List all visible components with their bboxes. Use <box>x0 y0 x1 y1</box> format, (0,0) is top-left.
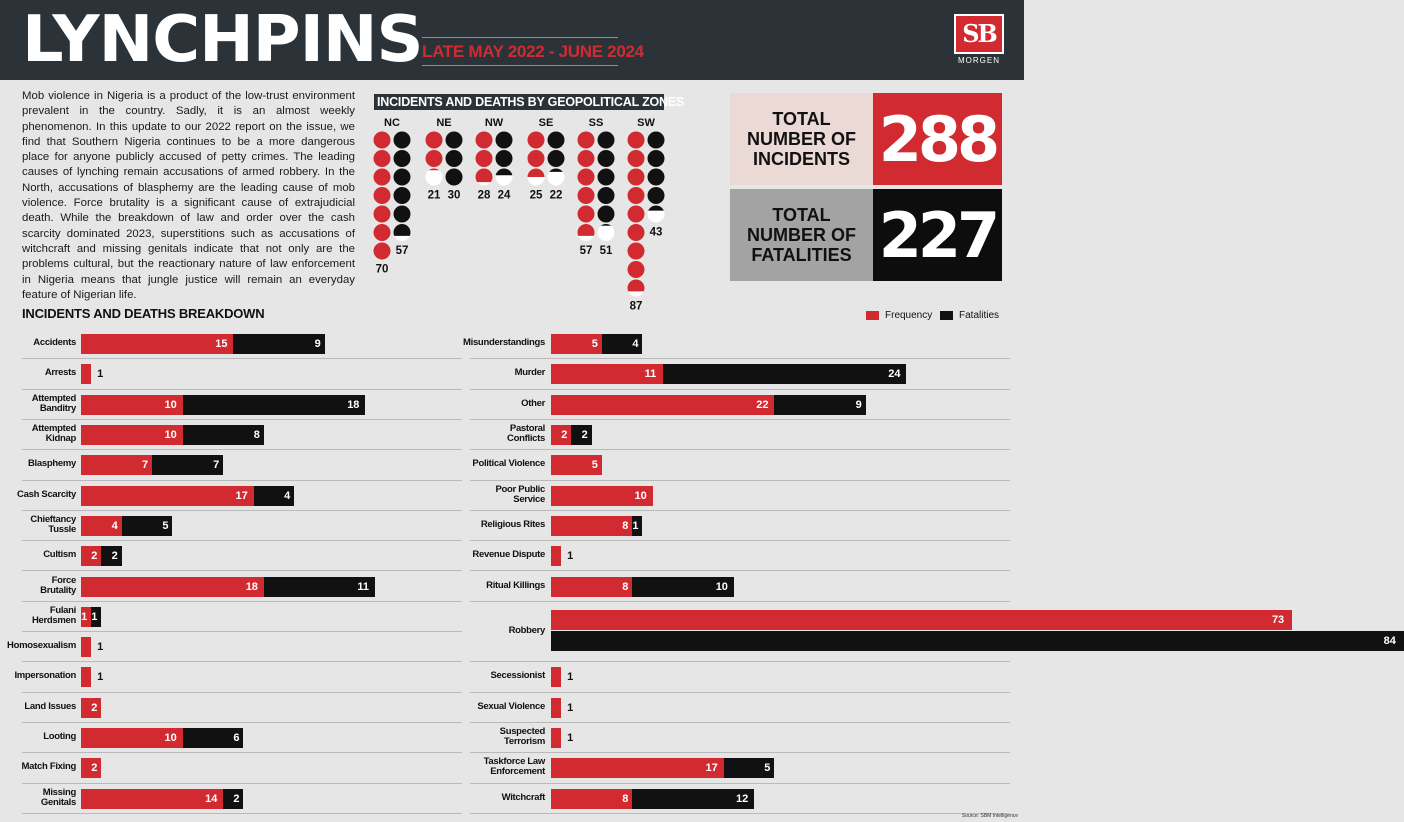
bar-frequency-arrests <box>81 364 91 384</box>
bar-value-frequency: 10 <box>164 732 177 745</box>
zone-sw-incidents-dot <box>628 224 645 241</box>
category-label-political-violence: Political Violence <box>472 458 545 470</box>
category-label-looting: Looting <box>43 731 76 743</box>
row-separator <box>470 601 1010 602</box>
bar-value-frequency: 1 <box>81 610 88 623</box>
row-separator <box>22 752 462 753</box>
bar-value-fatalities: 7 <box>213 459 220 472</box>
bar-value-frequency: 1 <box>97 641 104 654</box>
legend-frequency <box>866 310 932 321</box>
bar-value-frequency: 1 <box>97 368 104 381</box>
row-separator <box>470 389 1010 390</box>
bar-value-frequency: 2 <box>91 762 98 775</box>
row-separator <box>22 813 462 814</box>
category-label-homosexualism: Homosexualism <box>7 640 76 652</box>
legend-fatalities-label: Fatalities <box>959 310 1000 321</box>
row-separator <box>470 752 1010 753</box>
source-note: Source: SBM Intelligence <box>961 813 1018 819</box>
legend-frequency-label: Frequency <box>885 310 933 321</box>
zone-ss-incidents-value: 57 <box>579 245 593 257</box>
bar-fatalities-murder <box>663 364 907 384</box>
zone-ne-deaths-dot <box>446 132 463 149</box>
category-label-other: Other <box>521 397 545 409</box>
bar-value-frequency: 11 <box>644 368 657 381</box>
bar-frequency-religious-rites <box>551 516 632 536</box>
row-separator <box>22 389 462 390</box>
row-separator <box>22 510 462 511</box>
zone-se-incidents-dot <box>528 169 545 186</box>
bar-value-frequency: 1 <box>567 671 574 684</box>
category-label-murder: Murder <box>514 367 545 379</box>
zone-label-nw: NW <box>484 117 504 129</box>
zone-sw-incidents-dot <box>628 243 645 260</box>
category-label-blasphemy: Blasphemy <box>28 458 76 470</box>
category-label-religious-rites: Religious Rites <box>480 518 545 530</box>
zone-nw-incidents-dot <box>476 132 493 149</box>
zone-se-incidents-dot <box>528 132 545 149</box>
category-label-chieftancy-tussle: Chieftancy Tussle <box>30 513 76 535</box>
zone-sw-deaths-dot <box>648 169 665 186</box>
row-separator <box>22 692 462 693</box>
page-title: LYNCHPINS <box>22 3 423 77</box>
zone-sw-incidents-dot <box>628 261 645 278</box>
bar-frequency-suspected-terrorism <box>551 728 561 748</box>
bar-value-frequency: 18 <box>245 580 258 593</box>
category-label-sexual-violence: Sexual Violence <box>477 700 545 712</box>
zone-ss-incidents-dot <box>578 132 595 149</box>
row-separator <box>22 358 462 359</box>
zone-sw-incidents-value: 87 <box>629 300 643 313</box>
row-separator <box>22 570 462 571</box>
zone-sw-deaths-dot <box>648 132 665 149</box>
zone-nc-incidents-dot <box>374 169 391 186</box>
zone-nc-deaths-dot <box>394 132 411 149</box>
total-fatalities-value: 227 <box>873 189 1002 281</box>
zone-se-incidents-value: 25 <box>529 189 543 202</box>
row-separator <box>470 570 1010 571</box>
zone-nc-deaths-dot <box>394 150 411 167</box>
sb-morgen-logo <box>954 14 1004 66</box>
bar-frequency-robbery <box>551 610 1292 630</box>
zone-label-se: SE <box>538 117 554 129</box>
zone-nc-incidents-dot <box>374 150 391 167</box>
zone-ss-deaths-dot <box>598 132 615 149</box>
bar-value-frequency: 14 <box>205 792 218 805</box>
zone-se-deaths-dot <box>548 150 565 167</box>
bar-value-frequency: 22 <box>756 398 769 411</box>
zone-nw-deaths-dot <box>496 132 513 149</box>
row-separator <box>470 358 1010 359</box>
bar-value-fatalities: 18 <box>347 398 360 411</box>
category-label-poor-public-service: Poor Public Service <box>495 483 545 505</box>
bar-value-frequency: 10 <box>634 489 647 502</box>
bar-frequency-sexual-violence <box>551 698 561 718</box>
zone-sw-incidents-dot <box>628 206 645 223</box>
bar-value-frequency: 7 <box>142 459 149 472</box>
zone-nc-incidents-dot <box>374 132 391 149</box>
category-label-robbery: Robbery <box>508 625 545 636</box>
category-label-ritual-killings: Ritual Killings <box>486 579 545 591</box>
row-separator <box>22 601 462 602</box>
bar-value-fatalities: 5 <box>162 519 169 532</box>
bar-value-frequency: 5 <box>591 459 598 472</box>
zone-se-deaths-dot <box>548 132 565 149</box>
header-banner <box>0 0 1024 80</box>
bar-value-frequency: 15 <box>215 338 228 351</box>
zone-ss-deaths-dot <box>598 206 615 223</box>
bar-value-fatalities: 12 <box>736 792 749 805</box>
bar-fatalities-other <box>774 395 865 415</box>
bar-frequency-impersonation <box>81 667 91 687</box>
zone-nc-deaths-dot <box>394 206 411 223</box>
zone-label-ss: SS <box>588 117 604 129</box>
zone-label-nc: NC <box>384 117 400 129</box>
category-label-attempted-banditry: Attempted Banditry <box>31 392 76 414</box>
bar-frequency-cash-scarcity <box>81 486 254 506</box>
category-label-suspected-terrorism: Suspected Terrorism <box>499 726 545 748</box>
zone-ss-incidents-dot <box>578 169 595 186</box>
zone-ne-deaths-dot <box>446 150 463 167</box>
bar-fatalities-attempted-kidnap <box>183 425 264 445</box>
bar-value-frequency: 73 <box>1271 613 1285 626</box>
category-label-witchcraft: Witchcraft <box>501 791 545 803</box>
zone-ne-incidents-value: 21 <box>427 189 441 202</box>
zone-sw-deaths-dot <box>648 187 665 204</box>
bar-value-fatalities: 24 <box>888 368 901 381</box>
zone-ss-incidents-dot <box>578 150 595 167</box>
bar-value-fatalities: 5 <box>764 762 771 775</box>
row-separator <box>22 449 462 450</box>
category-label-taskforce-law-enforcement: Taskforce Law Enforcement <box>483 756 545 778</box>
category-label-arrests: Arrests <box>44 367 76 379</box>
zone-sw-incidents-dot <box>628 132 645 149</box>
bar-frequency-ritual-killings <box>551 577 632 597</box>
bar-value-frequency: 5 <box>591 338 598 351</box>
zones-chart-title: INCIDENTS AND DEATHS BY GEOPOLITICAL ZONES <box>374 94 664 110</box>
page-subtitle: LATE MAY 2022 - JUNE 2024 <box>422 37 618 66</box>
category-label-missing-genitals: Missing Genitals <box>40 786 76 808</box>
bar-frequency-secessionist <box>551 667 561 687</box>
bar-value-fatalities: 11 <box>357 580 369 593</box>
category-label-pastoral-conflicts: Pastoral Conflicts <box>507 423 545 445</box>
zone-nc-deaths-dot <box>394 169 411 186</box>
bar-value-frequency: 17 <box>235 489 248 502</box>
legend-fatalities <box>940 310 999 321</box>
zone-nc-incidents-dot <box>374 243 391 260</box>
zone-se-deaths-value: 22 <box>549 189 563 202</box>
logo-text: MORGEN <box>958 56 1000 65</box>
row-separator <box>470 813 1010 814</box>
bar-fatalities-attempted-banditry <box>183 395 366 415</box>
zone-ss-deaths-dot <box>598 224 615 241</box>
zone-ne-deaths-dot <box>446 169 463 186</box>
bar-frequency-revenue-dispute <box>551 546 561 566</box>
bar-value-fatalities: 1 <box>91 610 98 623</box>
category-label-impersonation: Impersonation <box>14 670 76 682</box>
zone-ss-deaths-value: 51 <box>599 245 613 257</box>
zone-label-ne: NE <box>436 117 452 129</box>
row-separator <box>470 510 1010 511</box>
category-label-revenue-dispute: Revenue Dispute <box>472 549 545 561</box>
zone-sw-incidents-dot <box>628 169 645 186</box>
zone-sw-deaths-dot <box>648 206 665 223</box>
legend-frequency-swatch <box>866 311 879 320</box>
zone-nw-incidents-dot <box>476 150 493 167</box>
zone-ne-incidents-dot <box>426 150 443 167</box>
zone-sw-incidents-dot <box>628 187 645 204</box>
zone-nc-incidents-dot <box>374 206 391 223</box>
zone-ss-incidents-dot <box>578 187 595 204</box>
bar-value-fatalities: 8 <box>253 429 260 442</box>
zone-nw-incidents-value: 28 <box>477 189 491 202</box>
zone-sw-deaths-value: 43 <box>649 226 663 239</box>
zone-nc-incidents-value: 70 <box>375 263 389 276</box>
bar-value-frequency: 8 <box>622 792 629 805</box>
zone-ss-incidents-dot <box>578 206 595 223</box>
row-separator <box>470 722 1010 723</box>
bar-frequency-taskforce-law-enforcement <box>551 758 724 778</box>
row-separator <box>22 722 462 723</box>
bar-value-fatalities: 9 <box>855 398 862 411</box>
total-incidents-value: 288 <box>873 93 1002 185</box>
bar-value-frequency: 2 <box>91 701 98 714</box>
bar-fatalities-accidents <box>233 334 324 354</box>
row-separator <box>22 419 462 420</box>
total-fatalities-label: TOTAL NUMBER OF FATALITIES <box>730 189 873 281</box>
bar-value-fatalities: 10 <box>715 580 728 593</box>
zone-ne-incidents-dot <box>426 169 443 186</box>
bar-value-frequency: 10 <box>164 429 177 442</box>
zone-sw-incidents-dot <box>628 150 645 167</box>
bar-value-fatalities: 2 <box>581 429 588 442</box>
bar-value-frequency: 1 <box>567 550 574 563</box>
bar-frequency-other <box>551 395 774 415</box>
row-separator <box>470 419 1010 420</box>
row-separator <box>22 783 462 784</box>
zone-nc-deaths-dot <box>394 187 411 204</box>
zone-ne-deaths-value: 30 <box>447 189 461 202</box>
zone-se-deaths-dot <box>548 169 565 186</box>
zone-label-sw: SW <box>637 117 655 129</box>
zone-nw-deaths-dot <box>496 150 513 167</box>
bar-value-frequency: 10 <box>164 398 177 411</box>
total-incidents-label: TOTAL NUMBER OF INCIDENTS <box>730 93 873 185</box>
category-label-attempted-kidnap: Attempted Kidnap <box>31 423 76 445</box>
bar-value-fatalities: 4 <box>284 489 291 502</box>
row-separator <box>470 692 1010 693</box>
category-label-match-fixing: Match Fixing <box>21 761 76 773</box>
zones-pictograph <box>360 110 690 325</box>
zone-sw-deaths-dot <box>648 150 665 167</box>
row-separator <box>22 540 462 541</box>
bar-value-frequency: 8 <box>622 519 629 532</box>
intro-paragraph: Mob violence in Nigeria is a product of the low-trust environment prevalent in the country. Sadly, it is an almost weekly phenomenon. In this update to our 2022 report on the issue, we find that Southern Nigeria continues to be a more dangerous place for anyone publicly accused of petty crimes. The leading causes of lynching remain accusations of armed robbery. In the North, accusations of blasphemy are the leading cause of mob violence. Force brutality is a significant cause of extrajudicial death. While the breakdown of law and order over the cash scarcity dominated 2023, superstitions such as accusations of witchcraft and missing genitals indicate that not only are the problems cultural, but the reactionary nature of law enforcement in Nigeria means that jungle justice will remain an everyday feature of Nigerian life. <box>22 90 355 301</box>
category-label-secessionist: Secessionist <box>490 670 545 682</box>
row-separator <box>470 661 1010 662</box>
category-label-fulani-herdsmen: Fulani Herdsmen <box>31 604 76 626</box>
zone-se-incidents-dot <box>528 150 545 167</box>
zone-nw-deaths-dot <box>496 169 513 186</box>
bar-value-frequency: 8 <box>622 580 629 593</box>
bar-value-fatalities: 2 <box>233 792 240 805</box>
row-separator <box>470 449 1010 450</box>
bar-frequency-witchcraft <box>551 789 632 809</box>
category-label-cash-scarcity: Cash Scarcity <box>17 488 76 500</box>
bar-value-fatalities: 1 <box>632 519 639 532</box>
bar-frequency-homosexualism <box>81 637 91 657</box>
zone-ne-incidents-dot <box>426 132 443 149</box>
bar-value-frequency: 1 <box>567 701 574 714</box>
zone-nc-deaths-dot <box>394 224 411 241</box>
zone-nw-deaths-value: 24 <box>497 189 511 202</box>
bar-frequency-accidents <box>81 334 233 354</box>
bar-value-fatalities: 9 <box>314 338 321 351</box>
bar-value-frequency: 2 <box>91 550 98 563</box>
row-separator <box>22 631 462 632</box>
zone-ss-deaths-dot <box>598 187 615 204</box>
row-separator <box>22 661 462 662</box>
breakdown-chart-title: INCIDENTS AND DEATHS BREAKDOWN <box>22 306 265 321</box>
bar-value-frequency: 1 <box>97 671 104 684</box>
zone-ss-deaths-dot <box>598 169 615 186</box>
bar-value-fatalities: 6 <box>233 732 240 745</box>
zone-sw-incidents-dot <box>628 280 645 297</box>
bar-frequency-missing-genitals <box>81 789 223 809</box>
row-separator <box>22 480 462 481</box>
zone-ss-incidents-dot <box>578 224 595 241</box>
zone-nc-deaths-value: 57 <box>395 245 409 257</box>
bar-value-fatalities: 2 <box>111 550 118 563</box>
legend-fatalities-swatch <box>940 311 953 320</box>
category-label-force-brutality: Force Brutality <box>40 574 76 596</box>
bar-value-fatalities: 4 <box>632 338 639 351</box>
category-label-cultism: Cultism <box>43 549 76 561</box>
category-label-land-issues: Land Issues <box>24 700 76 712</box>
bar-value-fatalities: 84 <box>1383 634 1396 647</box>
bar-fatalities-robbery <box>551 631 1404 651</box>
zone-nc-incidents-dot <box>374 224 391 241</box>
bar-frequency-force-brutality <box>81 577 264 597</box>
zone-nw-incidents-dot <box>476 169 493 186</box>
row-separator <box>470 540 1010 541</box>
zone-ss-deaths-dot <box>598 150 615 167</box>
bar-value-frequency: 2 <box>561 429 568 442</box>
category-label-accidents: Accidents <box>33 337 76 349</box>
row-separator <box>470 783 1010 784</box>
bar-value-frequency: 4 <box>111 519 118 532</box>
zone-nc-incidents-dot <box>374 187 391 204</box>
row-separator <box>470 480 1010 481</box>
bar-value-frequency: 1 <box>567 732 574 745</box>
category-label-misunderstandings: Misunderstandings <box>463 337 545 349</box>
logo-letters: SB <box>954 14 1004 54</box>
bar-value-frequency: 17 <box>705 762 718 775</box>
